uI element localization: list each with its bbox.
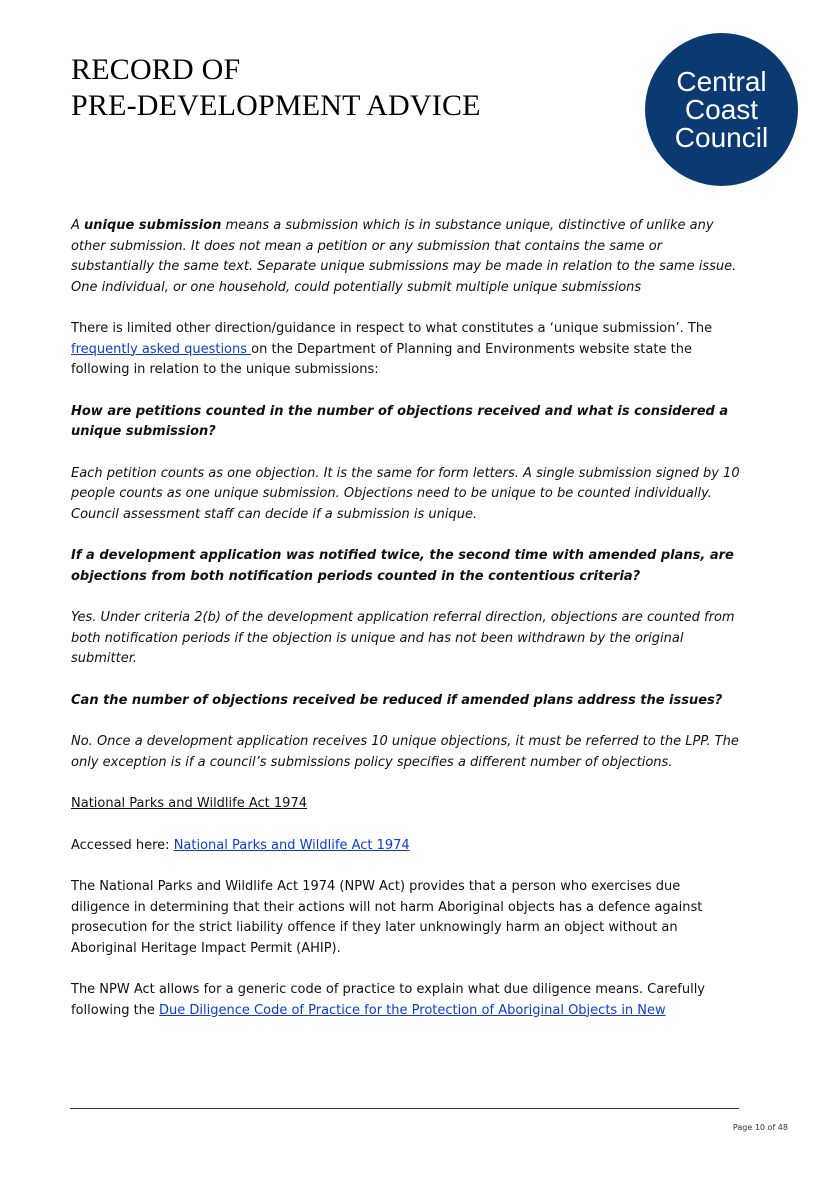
- definition-text-rest: means a submission which is in substance unique, distinctive of unlike any other submission. It does not mean a petition or any submission that contains the same or substantially the same text. Separate unique submissions may be made in relation to the same issue. One individual, or one household, could potentially submit multiple unique submissions: [71, 218, 737, 295]
- due-diligence-code-link[interactable]: Due Diligence Code of Practice for the Protection of Aboriginal Objects in New: [159, 1002, 666, 1018]
- definition-text-start: A: [71, 218, 85, 233]
- guidance-text-start: There is limited other direction/guidance in respect to what constitutes a ‘unique submission’. The: [71, 321, 713, 336]
- document-body: [71, 216, 741, 1042]
- definition-term: unique submission: [84, 218, 222, 233]
- page-title: [71, 52, 481, 124]
- due-diligence-paragraph: [71, 980, 741, 1021]
- title-line-2: PRE-DEVELOPMENT ADVICE: [71, 89, 481, 122]
- logo-line-1: Central: [676, 65, 767, 97]
- guidance-text-rest: on the Department of Planning and Environments website state the following in relation to the unique submissions:: [71, 341, 692, 377]
- question-3: Can the number of objections received be reduced if amended plans address the issues?: [71, 692, 723, 708]
- page-number: Page 10 of 48: [732, 1123, 788, 1132]
- npw-act-link[interactable]: National Parks and Wildlife Act 1974: [173, 837, 410, 853]
- answer-2: Yes. Under criteria 2(b) of the development application referral direction, objections are counted from both notification periods if the objection is unique and has not been withdrawn by the original submitter.: [71, 610, 735, 666]
- logo-line-3: Council: [674, 121, 769, 153]
- unique-submission-definition: [71, 216, 741, 298]
- title-line-1: RECORD OF: [71, 53, 241, 86]
- due-diligence-text: The NPW Act allows for a generic code of practice to explain what due diligence means. Carefully following the: [71, 982, 705, 1018]
- npw-act-heading: National Parks and Wildlife Act 1974: [71, 796, 307, 811]
- logo-line-2: Coast: [684, 93, 759, 125]
- footer-divider: [70, 1108, 739, 1109]
- accessed-here-line: [71, 836, 741, 857]
- question-1: How are petitions counted in the number of objections received and what is considered a unique submission?: [71, 403, 729, 439]
- accessed-label: Accessed here:: [71, 837, 174, 853]
- council-logo: [645, 33, 798, 186]
- guidance-paragraph: [71, 319, 741, 381]
- answer-1: Each petition counts as one objection. It is the same for form letters. A single submission signed by 10 people counts as one unique submission. Objections need to be unique to be counted individually. Council assessment staff can decide if a submission is unique.: [71, 465, 740, 522]
- question-2: If a development application was notified twice, the second time with amended plans, are objections from both notification periods counted in the contentious criteria?: [71, 548, 734, 584]
- answer-3: No. Once a development application receives 10 unique objections, it must be referred to the LPP. The only exception is if a council’s submissions policy specifies a different number of objections.: [71, 734, 739, 770]
- faq-link[interactable]: frequently asked questions: [71, 341, 252, 357]
- npw-act-paragraph: The National Parks and Wildlife Act 1974 (NPW Act) provides that a person who exercises due diligence in determining that their actions will not harm Aboriginal objects has a defence against prosecution for the strict liability offence if they later unknowingly harm an object without an Aboriginal Heritage Impact Permit (AHIP).: [71, 879, 703, 956]
